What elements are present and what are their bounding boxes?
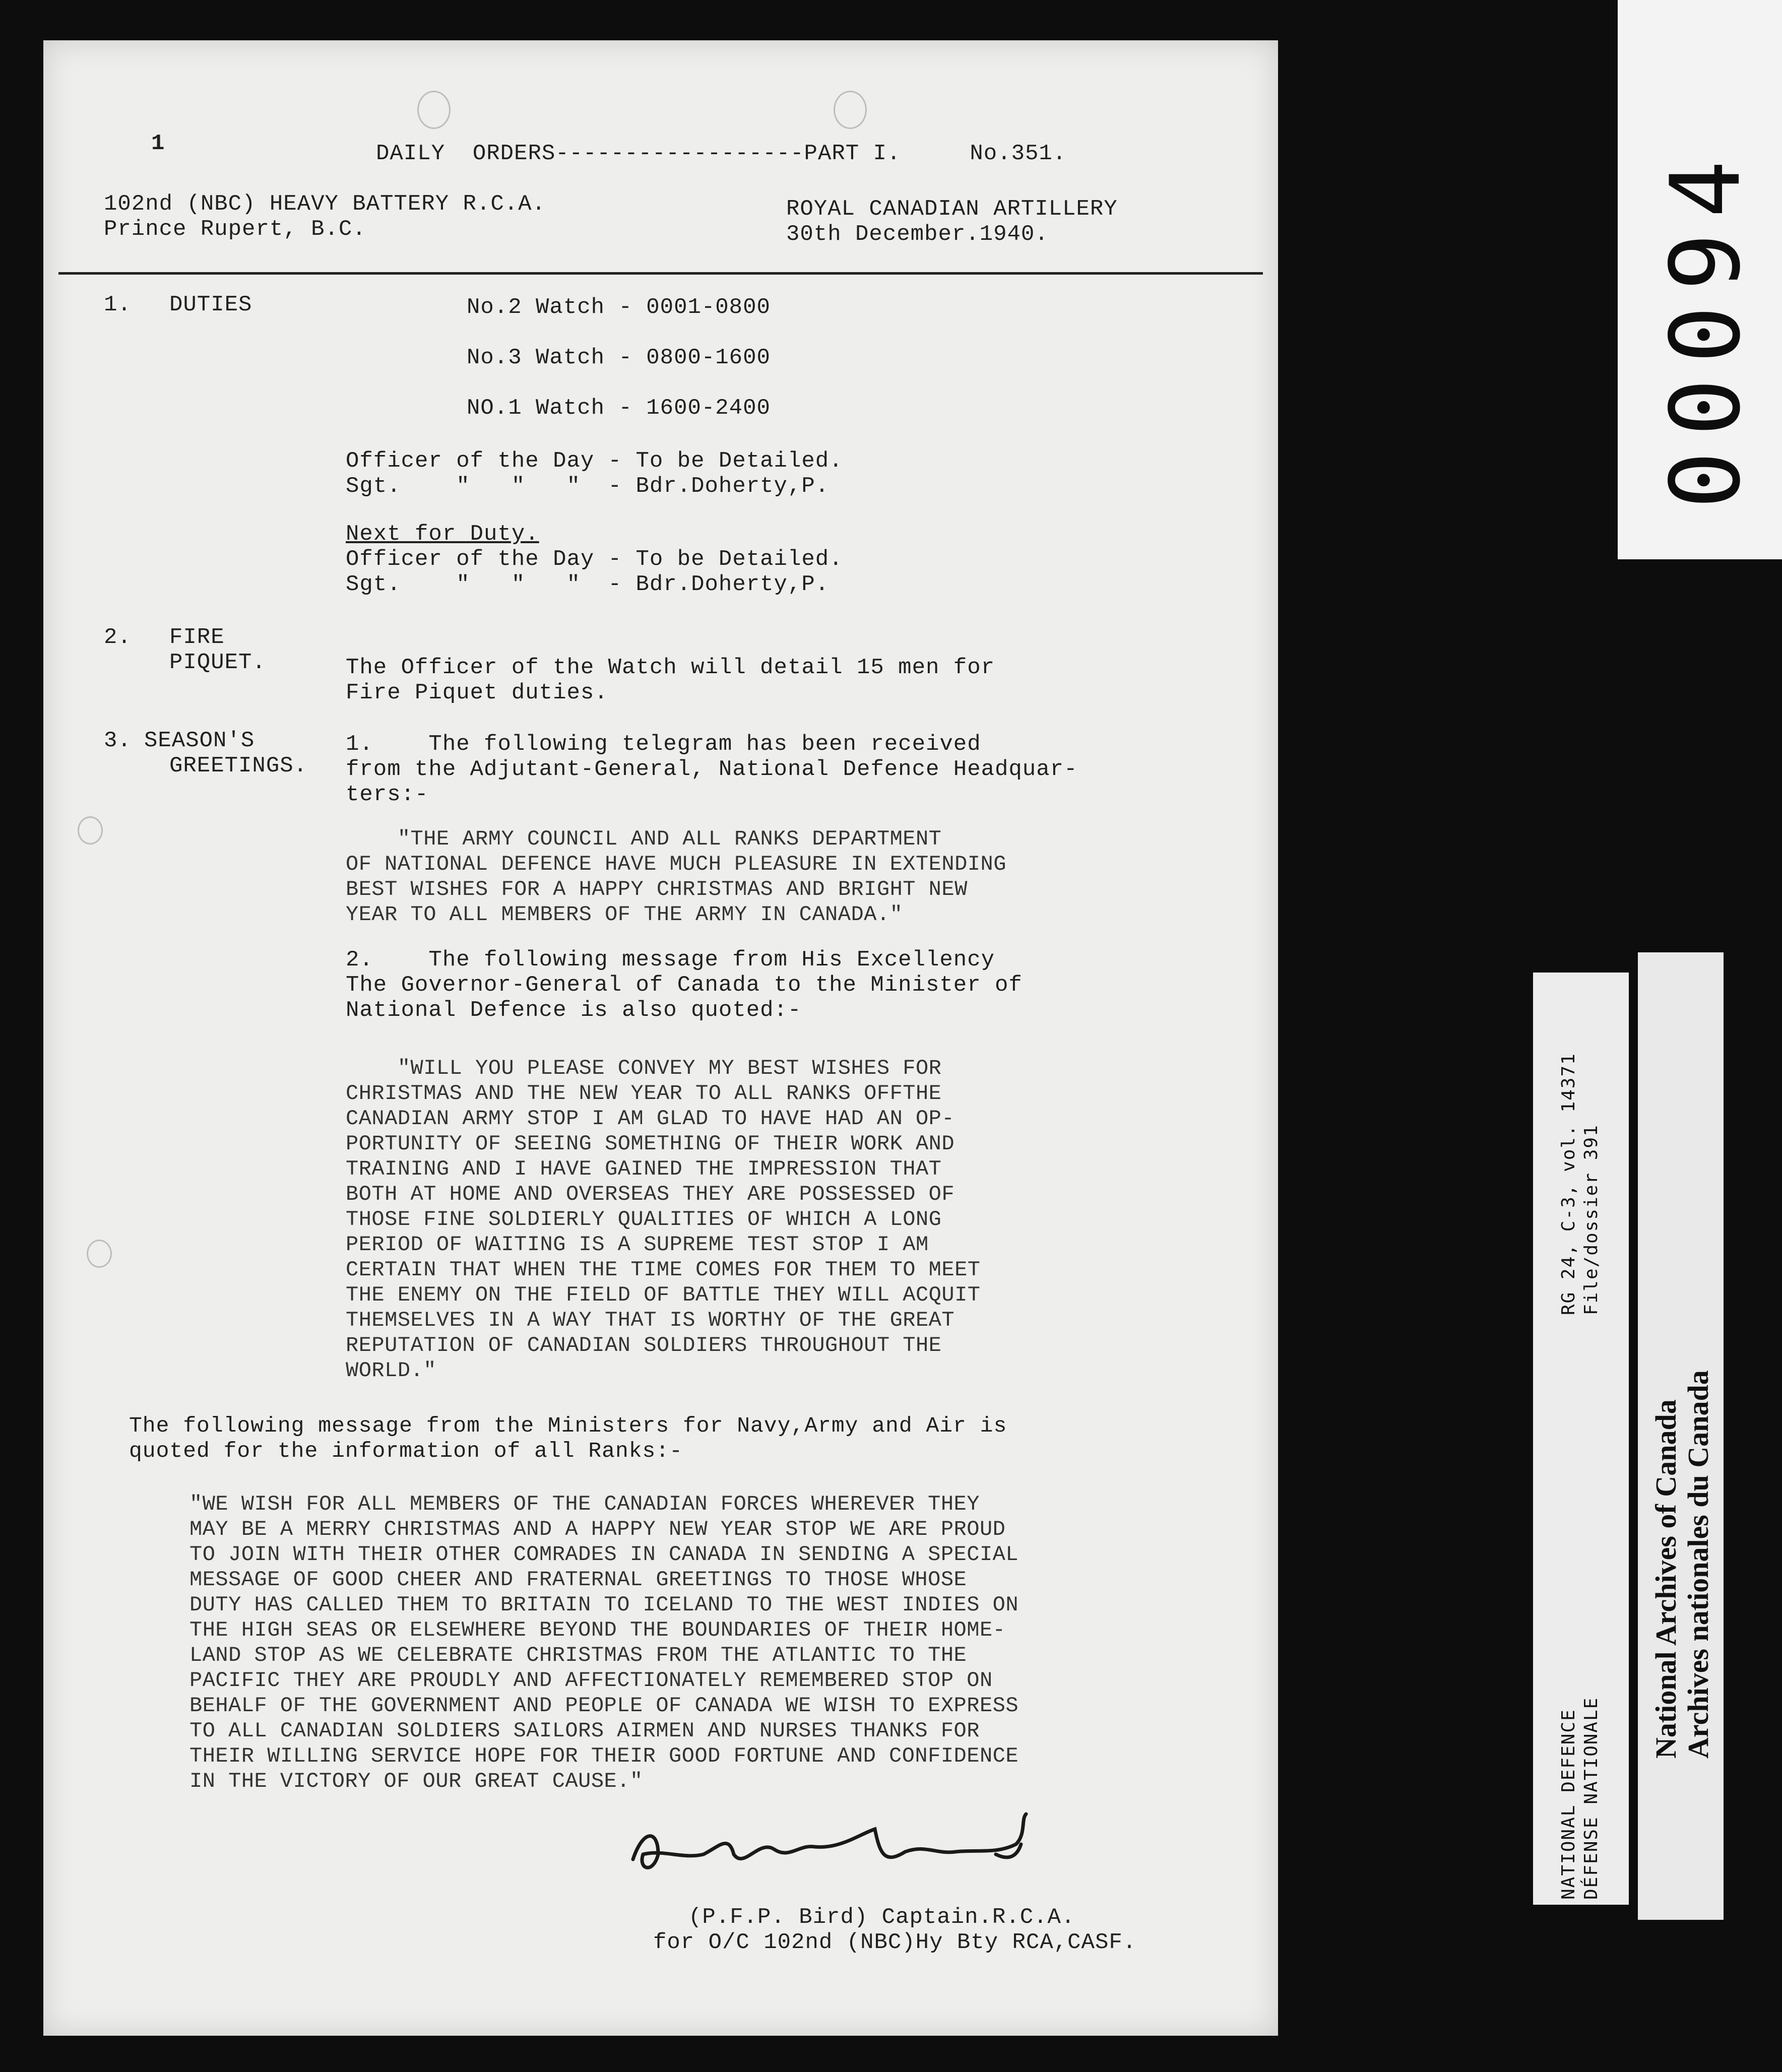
- governor-intro-line: The Governor-General of Canada to the Minister of: [346, 973, 1023, 998]
- telegram-line: "THE ARMY COUNCIL AND ALL RANKS DEPARTMENT: [346, 827, 942, 851]
- governor-message-line: THOSE FINE SOLDIERLY QUALITIES OF WHICH A LONG: [346, 1207, 942, 1232]
- next-for-duty-heading: Next for Duty.: [346, 522, 539, 547]
- governor-message-line: THEMSELVES IN A WAY THAT IS WORTHY OF THE GREAT: [346, 1308, 955, 1332]
- governor-message-line: CERTAIN THAT WHEN THE TIME COMES FOR THEM TO MEET: [346, 1258, 981, 1282]
- handwritten-signature: [623, 1799, 1117, 1890]
- ministers-intro-line: quoted for the information of all Ranks:-: [129, 1439, 683, 1463]
- section-number-greetings: 3.: [104, 728, 132, 753]
- section-number-fire-piquet: 2.: [104, 625, 132, 650]
- governor-intro-line: 2. The following message from His Excellency: [346, 947, 995, 973]
- header-rule: [58, 272, 1263, 275]
- archive-reference-line: File/dossier 391: [1581, 1124, 1602, 1315]
- archive-reference-line: RG 24, C-3, vol. 14371: [1558, 1053, 1579, 1315]
- governor-message-line: BOTH AT HOME AND OVERSEAS THEY ARE POSSESSED OF: [346, 1182, 955, 1206]
- document-page: [43, 40, 1278, 2036]
- section-heading-fire-piquet: FIRE: [169, 625, 225, 650]
- ministers-message-line: BEHALF OF THE GOVERNMENT AND PEOPLE OF CANADA WE WISH TO EXPRESS: [189, 1694, 1019, 1718]
- ministers-message-line: TO ALL CANADIAN SOLDIERS SAILORS AIRMEN AND NURSES THANKS FOR: [189, 1719, 980, 1743]
- watch-line: NO.1 Watch - 1600-2400: [467, 396, 771, 421]
- greetings-paragraph-line: 1. The following telegram has been received: [346, 732, 981, 757]
- ministers-message-line: LAND STOP AS WE CELEBRATE CHRISTMAS FROM THE ATLANTIC TO THE: [189, 1643, 967, 1667]
- section-heading-greetings-2: GREETINGS.: [169, 753, 308, 779]
- unit-location: Prince Rupert, B.C.: [104, 217, 366, 242]
- ministers-message-line: DUTY HAS CALLED THEM TO BRITAIN TO ICELAND TO THE WEST INDIES ON: [189, 1593, 1019, 1617]
- telegram-line: BEST WISHES FOR A HAPPY CHRISTMAS AND BRIGHT NEW: [346, 877, 968, 901]
- ministers-message-line: THE HIGH SEAS OR ELSEWHERE BEYOND THE BOUNDARIES OF THEIR HOME-: [189, 1618, 1006, 1642]
- fire-piquet-text: Fire Piquet duties.: [346, 680, 608, 705]
- signatory-name: (P.F.P. Bird) Captain.R.C.A.: [688, 1905, 1075, 1930]
- sergeant-line: Sgt. " " " - Bdr.Doherty,P.: [346, 474, 830, 499]
- ministers-intro-line: The following message from the Ministers for Navy,Army and Air is: [129, 1413, 1007, 1438]
- ministers-message-line: "WE WISH FOR ALL MEMBERS OF THE CANADIAN FORCES WHEREVER THEY: [189, 1492, 980, 1516]
- governor-intro-line: National Defence is also quoted:-: [346, 998, 802, 1023]
- governor-message-line: TRAINING AND I HAVE GAINED THE IMPRESSION THAT: [346, 1157, 942, 1181]
- archives-name-fr: Archives nationales du Canada: [1682, 1370, 1714, 1759]
- governor-message-line: THE ENEMY ON THE FIELD OF BATTLE THEY WILL ACQUIT: [346, 1283, 981, 1307]
- archive-reference-label: [1533, 973, 1629, 1905]
- archives-name-en: National Archives of Canada: [1649, 1399, 1682, 1759]
- ministers-message-line: MESSAGE OF GOOD CHEER AND FRATERNAL GREETINGS TO THOSE WHOSE: [189, 1568, 967, 1592]
- punch-hole-left-lower: [87, 1240, 112, 1268]
- section-number-duties: 1.: [104, 292, 132, 317]
- punch-hole-top-right: [834, 91, 867, 129]
- corps-name: ROYAL CANADIAN ARTILLERY: [786, 197, 1118, 222]
- governor-message-line: "WILL YOU PLEASE CONVEY MY BEST WISHES FOR: [346, 1056, 942, 1080]
- section-heading-fire-piquet-2: PIQUET.: [169, 650, 266, 675]
- fire-piquet-text: The Officer of the Watch will detail 15 men for: [346, 655, 995, 680]
- officer-of-day-line: Officer of the Day - To be Detailed.: [346, 448, 843, 474]
- governor-message-line: PORTUNITY OF SEEING SOMETHING OF THEIR WORK AND: [346, 1132, 955, 1156]
- document-title: DAILY ORDERS------------------PART I. No.351.: [376, 141, 1067, 166]
- greetings-paragraph-line: from the Adjutant-General, National Defence Headquar-: [346, 757, 1078, 782]
- document-date: 30th December.1940.: [786, 222, 1049, 247]
- section-heading-duties: DUTIES: [169, 292, 252, 317]
- greetings-paragraph-line: ters:-: [346, 782, 429, 807]
- telegram-line: OF NATIONAL DEFENCE HAVE MUCH PLEASURE IN EXTENDING: [346, 852, 1006, 876]
- governor-message-line: CHRISTMAS AND THE NEW YEAR TO ALL RANKS OFFTHE: [346, 1081, 942, 1106]
- section-heading-greetings: SEASON'S: [144, 728, 255, 753]
- frame-number: 00094: [1650, 145, 1761, 509]
- ministers-message-line: PACIFIC THEY ARE PROUDLY AND AFFECTIONATELY REMEMBERED STOP ON: [189, 1668, 993, 1693]
- governor-message-line: CANADIAN ARMY STOP I AM GLAD TO HAVE HAD AN OP-: [346, 1107, 955, 1131]
- governor-message-line: WORLD.": [346, 1358, 436, 1383]
- department-name-fr: DÉFENSE NATIONALE: [1581, 1697, 1602, 1900]
- ministers-message-line: THEIR WILLING SERVICE HOPE FOR THEIR GOOD FORTUNE AND CONFIDENCE: [189, 1744, 1019, 1768]
- ministers-message-line: TO JOIN WITH THEIR OTHER COMRADES IN CANADA IN SENDING A SPECIAL: [189, 1542, 1019, 1567]
- ministers-message-line: IN THE VICTORY OF OUR GREAT CAUSE.": [189, 1769, 643, 1793]
- frame-number-strip: [1618, 0, 1782, 559]
- department-name: NATIONAL DEFENCE: [1558, 1709, 1579, 1900]
- governor-message-line: REPUTATION OF CANADIAN SOLDIERS THROUGHOUT THE: [346, 1333, 942, 1357]
- punch-hole-left-upper: [78, 816, 103, 845]
- governor-message-line: PERIOD OF WAITING IS A SUPREME TEST STOP I AM: [346, 1233, 929, 1257]
- unit-name: 102nd (NBC) HEAVY BATTERY R.C.A.: [104, 191, 546, 217]
- punch-hole-top-left: [417, 91, 451, 129]
- telegram-line: YEAR TO ALL MEMBERS OF THE ARMY IN CANADA.": [346, 902, 903, 927]
- ministers-message-line: MAY BE A MERRY CHRISTMAS AND A HAPPY NEW YEAR STOP WE ARE PROUD: [189, 1517, 1006, 1541]
- page-mark: 1: [151, 131, 165, 156]
- next-sergeant-line: Sgt. " " " - Bdr.Doherty,P.: [346, 572, 830, 597]
- signatory-for-line: for O/C 102nd (NBC)Hy Bty RCA,CASF.: [653, 1930, 1137, 1955]
- watch-line: No.2 Watch - 0001-0800: [467, 295, 771, 320]
- watch-line: No.3 Watch - 0800-1600: [467, 345, 771, 370]
- national-archives-label: [1638, 952, 1724, 1920]
- next-officer-line: Officer of the Day - To be Detailed.: [346, 547, 843, 572]
